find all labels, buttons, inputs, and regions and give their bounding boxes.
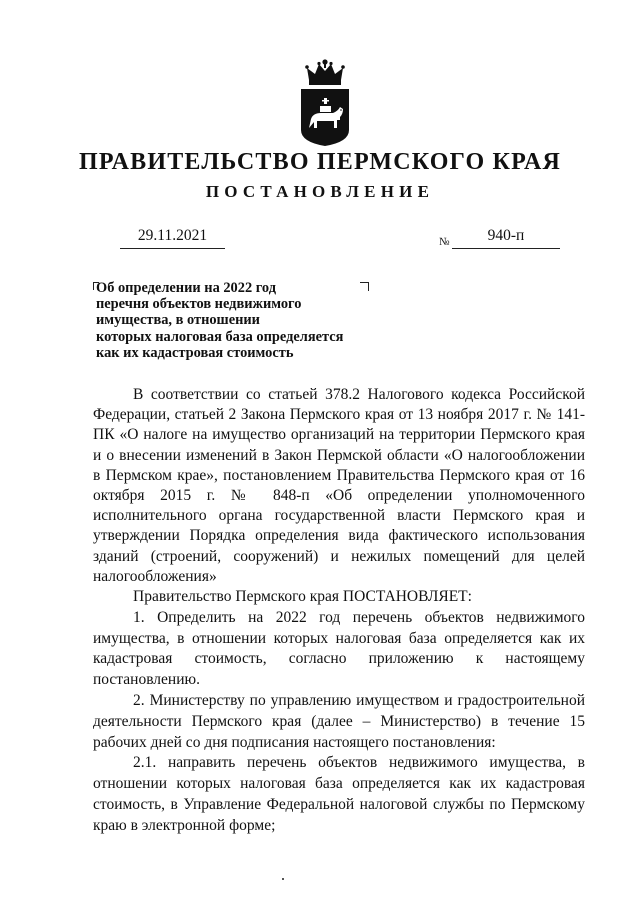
subject-line: перечня объектов недвижимого <box>96 296 302 313</box>
document-date: 29.11.2021 <box>120 225 225 249</box>
coat-of-arms-icon <box>295 58 355 148</box>
decree-line: Правительство Пермского края ПОСТАНОВЛЯЕТ: <box>133 588 472 606</box>
document-number: 940-п <box>452 225 560 249</box>
item-2-paragraph: 2. Министерству по управлению имуществом и градостроительной деятельности Пермского края (далее – Министерство) в течение 15 рабочих дней со дня подписания настоящего постановления: <box>93 692 585 751</box>
preamble-paragraph: В соответствии со статьей 378.2 Налогового кодекса Российской Федерации, статьей 2 Закона Пермского края от 13 ноября 2017 г. № 141-ПК «О налоге на имущество организаций на территории Пермского края и о внесении изменений в Закон Пермской области «О налогообложении в Пермском крае», постановлением Правительства Пермского края от 16 октября 2015 г. № 848-п «Об определении уполномоченного исполнительного органа государственной власти Пермского края и утверждении Порядка определения вида фактического использования зданий (строений, сооружений) и нежилых помещений для целей налогообложения» <box>93 386 585 585</box>
government-title: ПРАВИТЕЛЬСТВО ПЕРМСКОГО КРАЯ <box>78 149 562 175</box>
item-2-1-paragraph: 2.1. направить перечень объектов недвижимого имущества, в отношении которых налоговая база определяется как их кадастровая стоимость, в Управление Федеральной налоговой службы по Пермскому краю в электронной форме; <box>93 754 585 834</box>
subject-line: имущества, в отношении <box>96 312 260 329</box>
scan-dot <box>282 878 284 880</box>
document-subject <box>96 280 396 361</box>
subject-line: как их кадастровая стоимость <box>96 344 294 361</box>
subject-line: Об определении на 2022 год <box>96 280 276 296</box>
document-body <box>93 385 585 837</box>
item-1-paragraph: 1. Определить на 2022 год перечень объектов недвижимого имущества, в отношении которых налоговая база определяется как их кадастровая стоимость, согласно приложению к настоящему постановлению. <box>93 608 585 689</box>
number-sign: № <box>439 236 450 248</box>
subject-line: которых налоговая база определяется <box>96 328 344 345</box>
document-type: ПОСТАНОВЛЕНИЕ <box>205 182 435 201</box>
